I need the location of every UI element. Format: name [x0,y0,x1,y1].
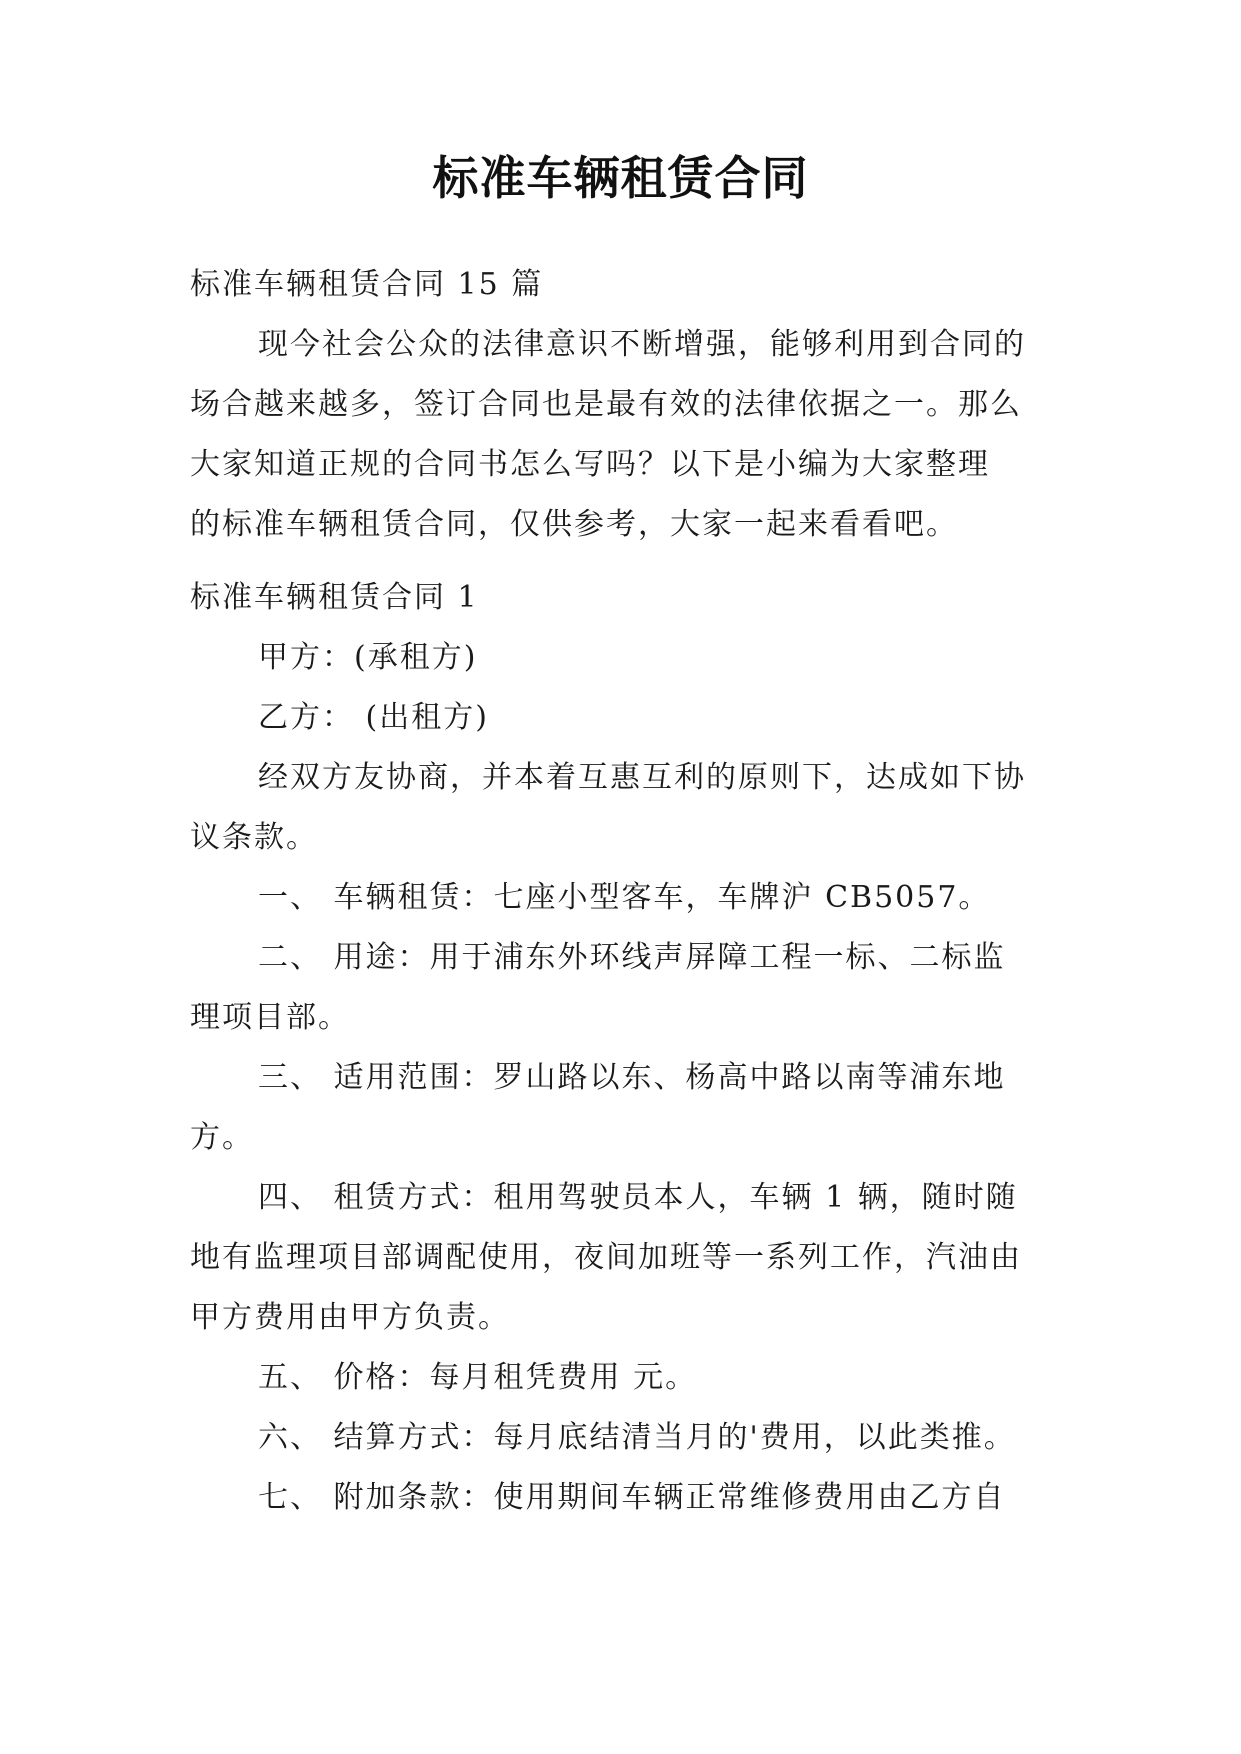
intro-line: 大家知道正规的合同书怎么写吗？以下是小编为大家整理 [190,447,990,482]
preamble-line: 议条款。 [190,820,318,855]
contract-1-block [190,568,1060,1528]
clause-4-line: 甲方费用由甲方负责。 [190,1300,510,1335]
intro-line: 场合越来越多，签订合同也是最有效的法律依据之一。那么 [190,387,1022,422]
intro-line: 的标准车辆租赁合同，仅供参考，大家一起来看看吧。 [190,507,958,542]
party-a-line: 甲方：(承租方) [258,640,478,675]
clause-5: 五、 价格：每月租凭费用 元。 [258,1360,698,1395]
clause-7: 七、 附加条款：使用期间车辆正常维修费用由乙方自 [258,1480,1006,1515]
preamble-line: 经双方友协商，并本着互惠互利的原则下，达成如下协 [258,760,1026,795]
clause-4-line: 地有监理项目部调配使用，夜间加班等一系列工作，汽油由 [190,1240,1022,1275]
clause-2-line: 二、 用途：用于浦东外环线声屏障工程一标、二标监 [258,940,1006,975]
party-b-line: 乙方： (出租方) [258,700,489,735]
document-title: 标准车辆租赁合同 [432,151,809,205]
clause-2-line: 理项目部。 [190,1000,350,1035]
intro-block [190,255,1060,555]
intro-line: 现今社会公众的法律意识不断增强，能够利用到合同的 [258,327,1026,362]
clause-3-line: 三、 适用范围：罗山路以东、杨高中路以南等浦东地 [258,1060,1006,1095]
clause-3-line: 方。 [190,1120,254,1155]
section-heading: 标准车辆租赁合同 1 [190,580,479,615]
clause-1: 一、 车辆租赁：七座小型客车，车牌沪 CB5057。 [258,880,991,915]
clause-4-line: 四、 租赁方式：租用驾驶员本人，车辆 1 辆，随时随 [258,1180,1018,1215]
intro-heading: 标准车辆租赁合同 15 篇 [190,267,544,302]
clause-6: 六、 结算方式：每月底结清当月的'费用，以此类推。 [258,1420,1016,1455]
